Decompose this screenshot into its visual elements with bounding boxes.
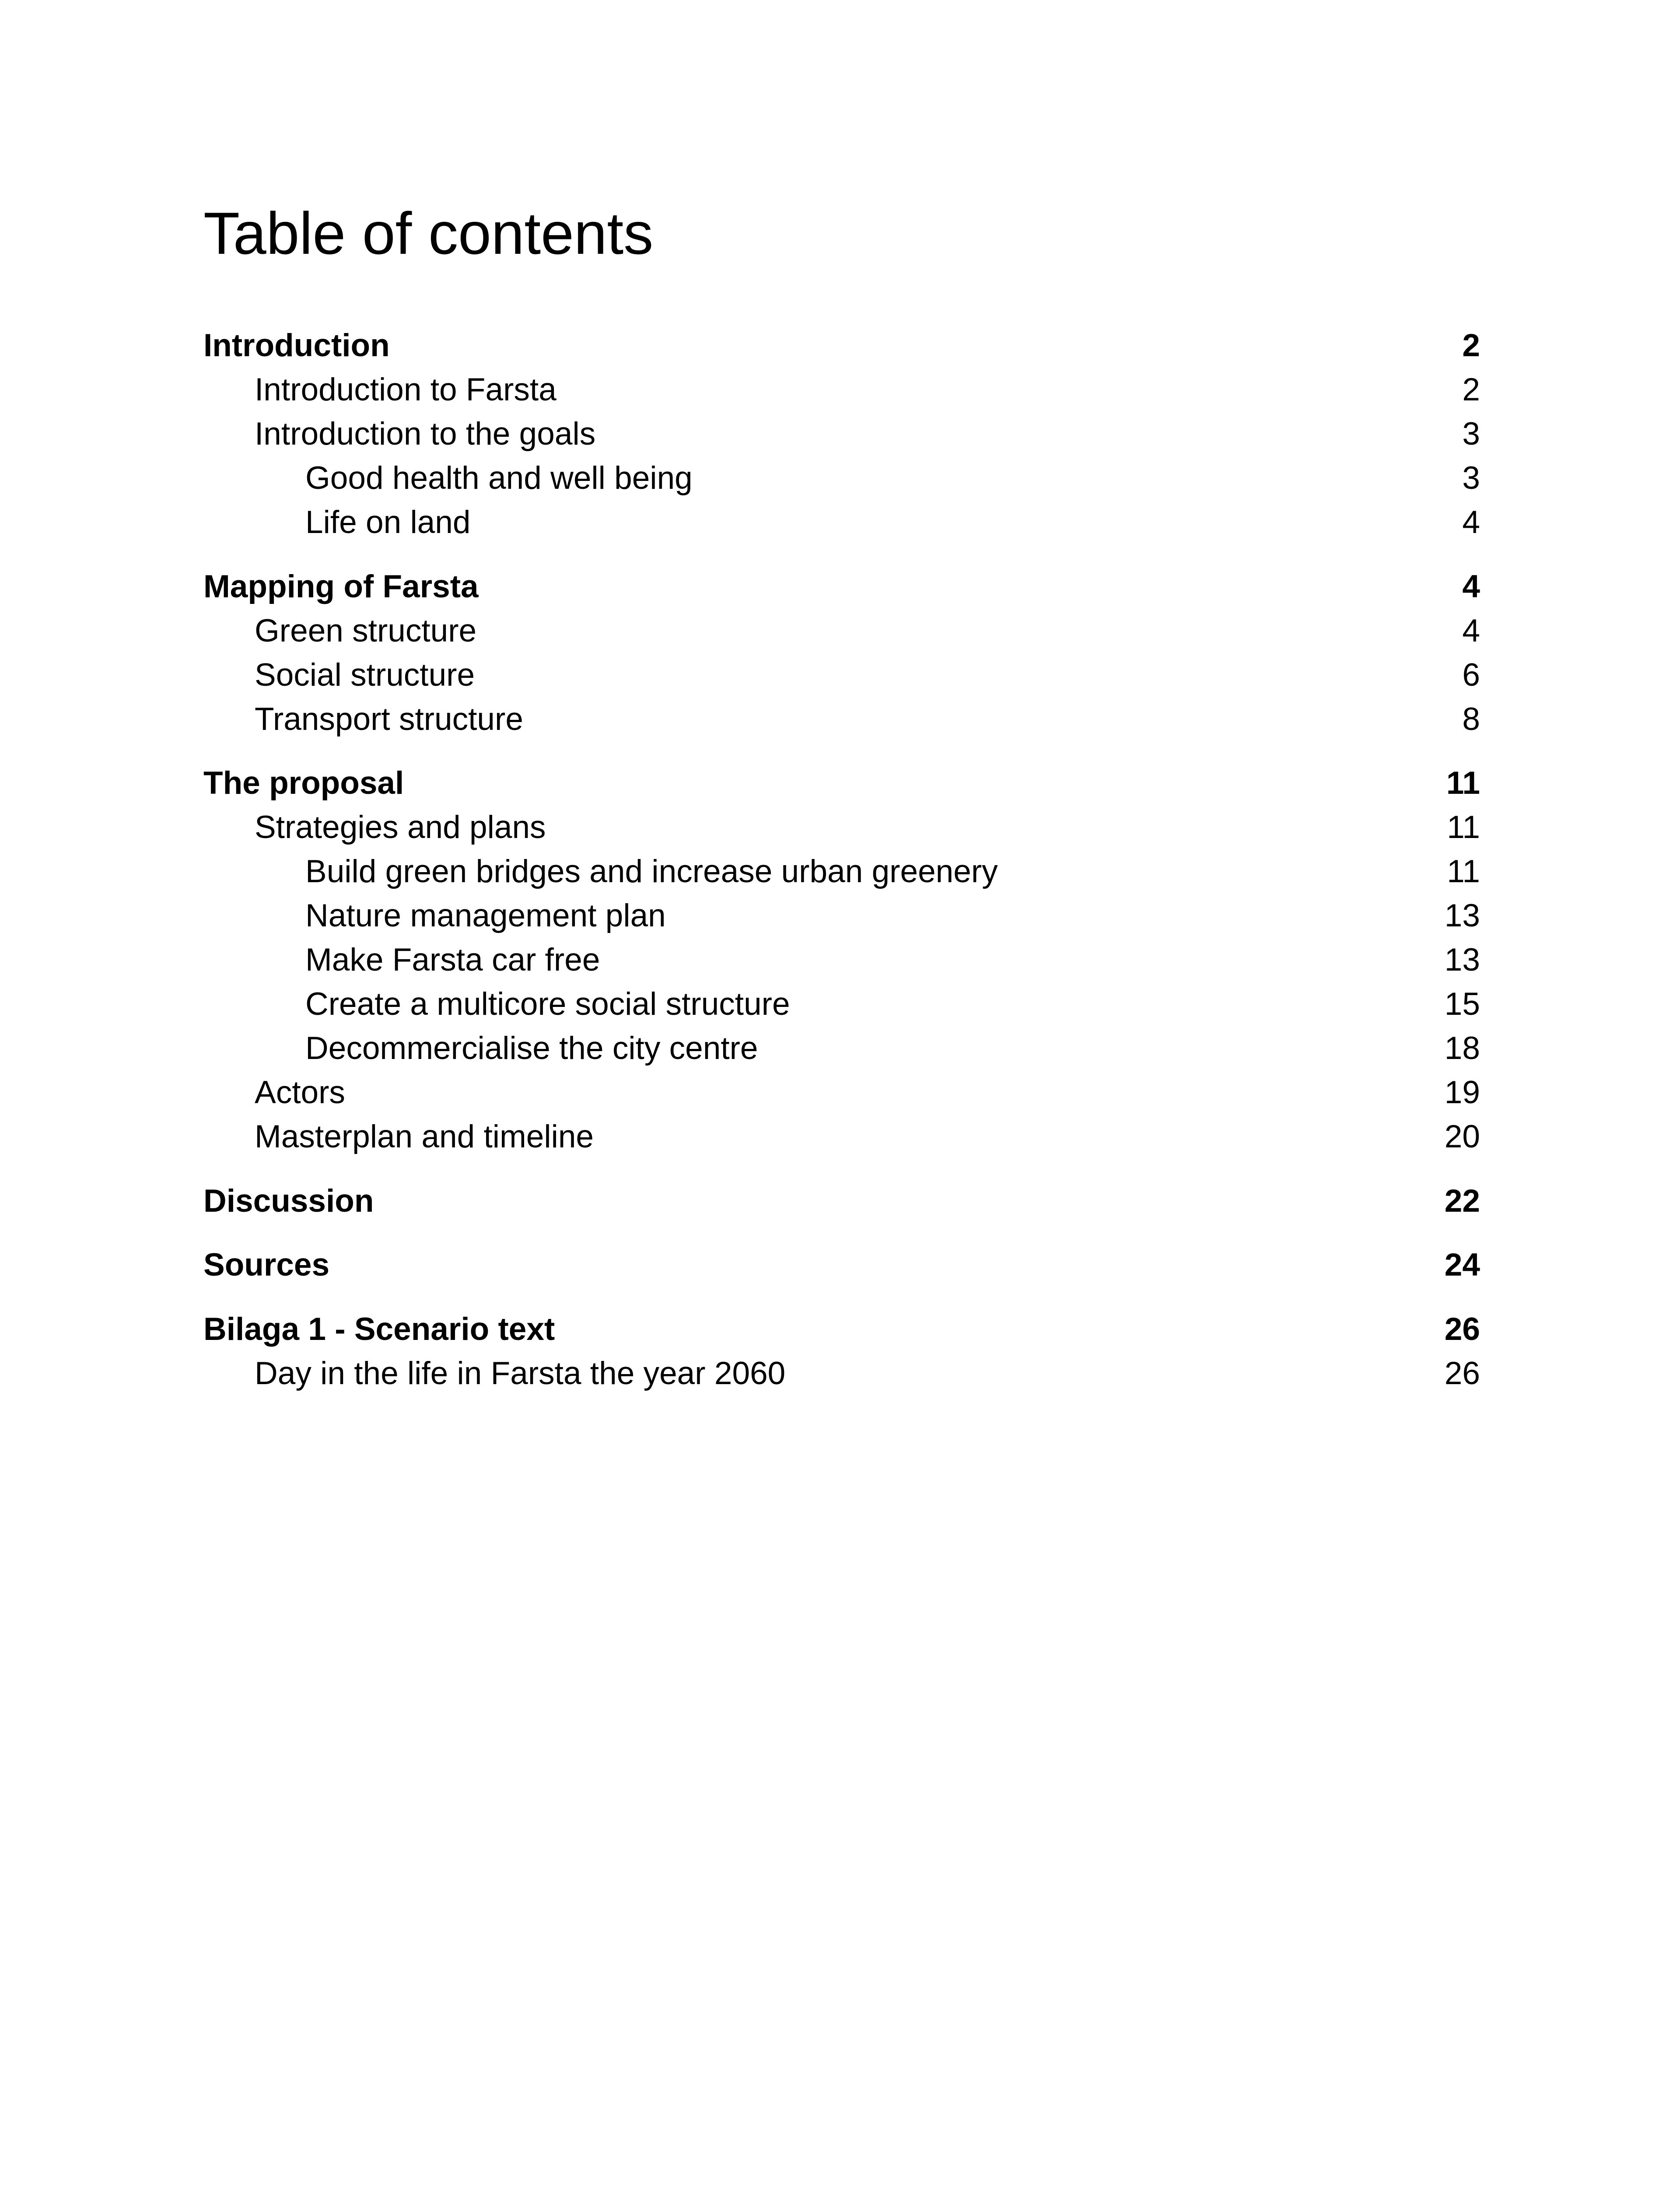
toc-entry-label: Transport structure [255,701,523,737]
toc-entry-label: Good health and well being [305,460,693,496]
toc-entry-page: 8 [1462,701,1480,737]
toc-entry-life-on-land[interactable] [203,500,1480,545]
toc-entry-label: Bilaga 1 - Scenario text [203,1311,555,1347]
toc-entry-label: Strategies and plans [255,810,546,845]
toc-entry-introduction[interactable] [203,323,1480,368]
toc-entry-good-health[interactable] [203,456,1480,501]
toc-entry-page: 3 [1462,416,1480,452]
toc-entry-day-in-the-life[interactable] [203,1351,1480,1396]
toc-entry-label: Discussion [203,1183,374,1219]
toc-entry-label: Introduction to the goals [255,416,596,452]
toc-entry-page: 3 [1462,460,1480,496]
toc-entry-page: 13 [1444,942,1480,978]
toc-entry-introduction-to-the-goals[interactable] [203,412,1480,456]
toc-entry-social-structure[interactable] [203,653,1480,698]
toc-entry-page: 11 [1447,810,1480,845]
toc-entry-label: Create a multicore social structure [305,986,790,1022]
toc-entry-page: 2 [1462,328,1480,363]
toc-entry-page: 11 [1447,854,1480,889]
toc-entry-label: The proposal [203,765,404,801]
toc-entry-label: Mapping of Farsta [203,569,479,604]
toc-entry-label: Day in the life in Farsta the year 2060 [255,1356,786,1391]
toc-entry-bilaga-1[interactable] [203,1307,1480,1352]
toc-entry-introduction-to-farsta[interactable] [203,368,1480,412]
toc-entry-multicore-social-structure[interactable] [203,982,1480,1027]
toc-entry-transport-structure[interactable] [203,697,1480,742]
toc-entry-label: Actors [255,1075,345,1110]
page-title: Table of contents [203,200,654,266]
toc-entry-label: Social structure [255,657,475,693]
table-of-contents [203,323,1480,1417]
toc-entry-page: 19 [1444,1075,1480,1110]
toc-entry-page: 11 [1446,765,1480,801]
toc-entry-discussion[interactable] [203,1179,1480,1224]
toc-entry-page: 2 [1462,372,1480,407]
toc-entry-page: 26 [1444,1356,1480,1391]
toc-entry-car-free[interactable] [203,938,1480,982]
toc-entry-label: Masterplan and timeline [255,1119,594,1154]
toc-entry-label: Life on land [305,505,471,540]
toc-entry-page: 24 [1444,1247,1480,1283]
toc-entry-mapping-of-farsta[interactable] [203,565,1480,609]
toc-entry-page: 26 [1444,1311,1480,1347]
toc-entry-label: Introduction to Farsta [255,372,556,407]
toc-entry-page: 4 [1462,569,1480,604]
toc-entry-label: Introduction [203,328,390,363]
toc-entry-label: Green structure [255,613,477,649]
toc-entry-page: 22 [1444,1183,1480,1219]
toc-entry-label: Make Farsta car free [305,942,600,978]
toc-entry-page: 15 [1444,986,1480,1022]
toc-entry-label: Sources [203,1247,330,1283]
toc-entry-strategies-and-plans[interactable] [203,805,1480,850]
toc-entry-masterplan[interactable] [203,1115,1480,1159]
toc-entry-page: 4 [1462,505,1480,540]
toc-entry-label: Build green bridges and increase urban greenery [305,854,998,889]
toc-entry-label: Nature management plan [305,898,666,933]
toc-entry-page: 20 [1444,1119,1480,1154]
toc-entry-the-proposal[interactable] [203,761,1480,806]
toc-entry-nature-management-plan[interactable] [203,894,1480,938]
toc-entry-page: 4 [1462,613,1480,649]
toc-entry-actors[interactable] [203,1070,1480,1115]
toc-entry-decommercialise[interactable] [203,1026,1480,1071]
toc-entry-green-bridges[interactable] [203,849,1480,894]
toc-entry-sources[interactable] [203,1243,1480,1287]
toc-entry-label: Decommercialise the city centre [305,1031,758,1066]
toc-entry-page: 13 [1444,898,1480,933]
toc-entry-page: 6 [1462,657,1480,693]
toc-entry-page: 18 [1444,1031,1480,1066]
toc-entry-green-structure[interactable] [203,609,1480,653]
